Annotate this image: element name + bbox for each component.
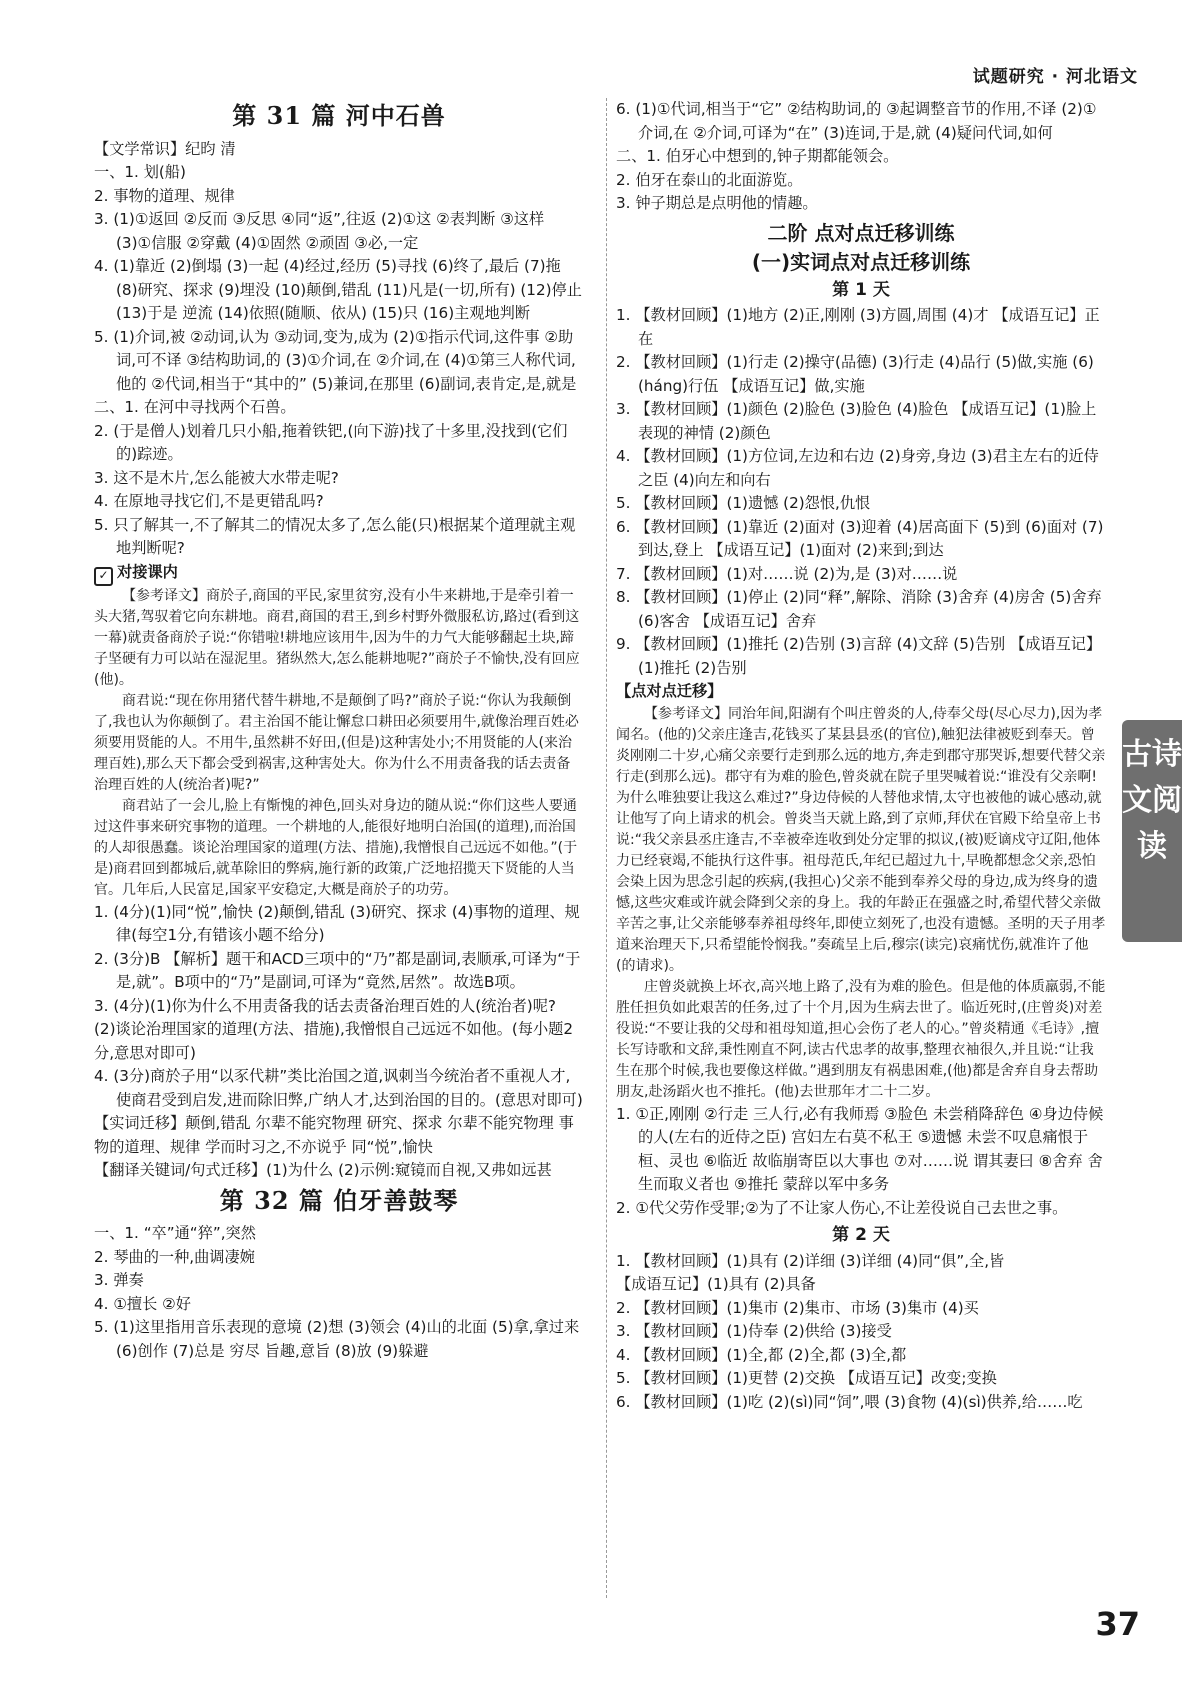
day2-item-5: 5. 【教材回顾】(1)更替 (2)交换 【成语互记】改变;变换 <box>616 1369 997 1387</box>
answer-32-2-3: 3. 钟子期总是点明他的情趣。 <box>616 194 818 212</box>
exercise-answer-1: 1. (4分)(1)同“悦”,愉快 (2)颠倒,错乱 (3)研究、探求 (4)事物的道理、规律(每空1分,有错该小题不给分) <box>94 902 580 944</box>
reference-translation-r2: 庄曾炎就换上坏衣,高兴地上路了,没有为难的脸色。但是他的体质羸弱,不能胜任担负如此艰苦的任务,过了十个月,因为生病去世了。临近死时,(庄曾炎)对差役说:“不要让我的父母和祖母知道,担心会伤了老人的心。”曾炎精通《毛诗》,擅长写诗歌和文辞,秉性刚直不阿,读古代忠孝的故事,整理衣袖很久,并且说:“让我生在那个时候,我也要像这样做。”遇到朋友有祸患困难,(他)都是舍弃自身去帮助朋友,赴汤蹈火也不推托。(他)去世那年才二十二岁。 <box>616 978 1106 1100</box>
answer-32-6: 6. (1)①代词,相当于“它” ②结构助词,的 ③起调整音节的作用,不译 (2)①介词,在 ②介词,可译为“在” (3)连词,于是,就 (4)疑问代词,如何 <box>616 100 1097 142</box>
page-header: 试题研究 · 河北语文 <box>972 67 1138 87</box>
day1-item-5: 5. 【教材回顾】(1)遗憾 (2)怨恨,仇恨 <box>616 494 871 512</box>
literary-knowledge: 【文学常识】纪昀 清 <box>94 139 236 158</box>
day1-item-3: 3. 【教材回顾】(1)颜色 (2)脸色 (3)脸色 (4)脸色 【成语互记】(1)脸上表现的神情 (2)颜色 <box>616 400 1097 442</box>
left-column <box>94 98 584 1363</box>
exercise-answer-2: 2. (3分)B 【解析】题干和ACD三项中的“乃”都是副词,表顺承,可译为“于是,就”。B项中的“乃”是副词,可译为“竟然,居然”。故选B项。 <box>94 949 581 991</box>
answer-2-4: 4. 在原地寻找它们,不是更错乱吗? <box>94 492 324 510</box>
page-number: 37 <box>1095 1605 1140 1643</box>
answer-1-4: 4. (1)靠近 (2)倒塌 (3)一起 (4)经过,经历 (5)寻找 (6)终了,最后 (7)拖 (8)研究、探求 (9)埋没 (10)颠倒,错乱 (11)凡是(一切,所有) (12)停止 (13)于是 逆流 (14)依照(随顺、依从) (15)只 (16)主观地判断 <box>94 257 582 322</box>
exercise-answer-3b: (2)谈论治理国家的道理(方法、措施),我憎恨自己远远不如他。(每小题2分,意思对即可) <box>94 1020 574 1062</box>
exercise-answer-3: 3. (4分)(1)你为什么不用责备我的话去责备治理百姓的人(统治者)呢? <box>94 996 556 1015</box>
side-tab: 古诗文阅读 <box>1122 720 1182 942</box>
day1-item-9: 9. 【教材回顾】(1)推托 (2)告别 (3)言辞 (4)文辞 (5)告别 【成语互记】(1)推托 (2)告别 <box>616 635 1102 677</box>
day1-item-4: 4. 【教材回顾】(1)方位词,左边和右边 (2)身旁,身边 (3)君主左右的近侍之臣 (4)向左和向右 <box>616 447 1099 489</box>
answer-1-5: 5. (1)介词,被 ②动词,认为 ③动词,变为,成为 (2)①指示代词,这件事 ②助词,可不译 ③结构助词,的 (3)①介词,在 ②介词,在 (4)①第三人称代词,他的 ②代词,相当于“其中的” (5)兼词,在那里 (6)副词,表肯定,是,就是 <box>94 327 577 393</box>
word-transfer: 【实词迁移】颠倒,错乱 尔辈不能究物理 研究、探求 尔辈不能究物理 事物的道理、规律 学而时习之,不亦说乎 同“悦”,愉快 <box>94 1114 574 1156</box>
day1-item-1: 1. 【教材回顾】(1)地方 (2)正,刚刚 (3)方圆,周围 (4)才 【成语互记】正在 <box>616 306 1100 348</box>
answer-32-2-1: 二、1. 伯牙心中想到的,钟子期都能领会。 <box>616 147 899 165</box>
day2-item-6: 6. 【教材回顾】(1)吃 (2)(sì)同“饲”,喂 (3)食物 (4)(sì)供养,给……吃 <box>616 1392 1083 1411</box>
in-class-link-label: 对接课内 <box>117 562 178 581</box>
article-31-title: 第 31 篇 河中石兽 <box>232 101 446 130</box>
answer-32-4: 4. ①擅长 ②好 <box>94 1294 191 1313</box>
article-32-title: 第 32 篇 伯牙善鼓琴 <box>219 1185 459 1215</box>
day2-item-1: 1. 【教材回顾】(1)具有 (2)详细 (3)详细 (4)同“俱”,全,皆 <box>616 1251 1005 1270</box>
day-1-heading: 第 1 天 <box>832 279 890 300</box>
day2-item-1b: 【成语互记】(1)具有 (2)具备 <box>616 1275 816 1293</box>
answer-32-3: 3. 弹奏 <box>94 1271 144 1289</box>
in-class-link-heading <box>94 561 584 586</box>
answer-32-5: 5. (1)这里指用音乐表现的意境 (2)想 (3)领会 (4)山的北面 (5)拿,拿过来 (6)创作 (7)总是 穷尽 旨趣,意旨 (8)放 (9)躲避 <box>94 1318 580 1360</box>
day1-item-6: 6. 【教材回顾】(1)靠近 (2)面对 (3)迎着 (4)居高面下 (5)到 (6)面对 (7)到达,登上 【成语互记】(1)面对 (2)来到;到达 <box>616 517 1104 559</box>
answer-32-2: 2. 琴曲的一种,曲调凄婉 <box>94 1247 255 1266</box>
point-transfer-heading: 【点对点迁移】 <box>616 682 723 700</box>
translation-transfer: 【翻译关键词/句式迁移】(1)为什么 (2)示例:窥镜而自视,又弗如远甚 <box>94 1161 552 1179</box>
day1-item-7: 7. 【教材回顾】(1)对……说 (2)为,是 (3)对……说 <box>616 564 958 583</box>
answer-2-1: 二、1. 在河中寻找两个石兽。 <box>94 398 296 416</box>
answer-2-3: 3. 这不是木片,怎么能被大水带走呢? <box>94 468 339 487</box>
right-column <box>616 98 1106 1414</box>
answer-32-1: 一、1. “卒”通“猝”,突然 <box>94 1224 256 1242</box>
reference-translation-1: 【参考译文】商於子,商国的平民,家里贫穷,没有小牛来耕地,于是牵引着一头大猪,驾驭着它向东耕地。商君,商国的君王,到乡村野外微服私访,路过(看到这一幕)就责备商於子说:“你错啦!耕地应该用牛,因为牛的力气大能够翻起土块,蹄子坚硬有力可以站在湿泥里。猪纵然大,怎么能耕地呢?”商於子不愉快,没有回应(他)。 <box>94 587 580 688</box>
answer-1-3: 3. (1)①返回 ②反而 ③反思 ④同“返”,往返 (2)①这 ②表判断 ③这样 (3)①信服 ②穿戴 (4)①固然 ②顽固 ③必,一定 <box>94 210 545 252</box>
answer-1-1: 一、1. 划(船) <box>94 163 186 181</box>
reference-translation-3: 商君站了一会儿,脸上有惭愧的神色,回头对身边的随从说:“你们这些人要通过这件事来研究事物的道理。一个耕地的人,能很好地明白治国(的道理),而治国的人却很愚蠢。谈论治理国家的道理(方法、措施),我憎恨自己远远不如他。”(于是)商君回到都城后,就革除旧的弊病,施行新的政策,广泛地招揽天下贤能的人当官。几年后,人民富足,国家平安稳定,大概是商於子的功劳。 <box>94 797 578 898</box>
answer-2-2: 2. (于是僧人)划着几只小船,拖着铁钯,(向下游)找了十多里,没找到(它们的)踪迹。 <box>94 421 568 463</box>
answer-32-2-2: 2. 伯牙在泰山的北面游览。 <box>616 170 803 189</box>
answer-1-2: 2. 事物的道理、规律 <box>94 186 235 205</box>
answer-2-5: 5. 只了解其一,不了解其二的情况太多了,怎么能(只)根据某个道理就主观地判断呢? <box>94 515 576 557</box>
day1-item-2: 2. 【教材回顾】(1)行走 (2)操守(品德) (3)行走 (4)品行 (5)做,实施 (6)(háng)行伍 【成语互记】做,实施 <box>616 353 1094 395</box>
day2-item-2: 2. 【教材回顾】(1)集市 (2)集市、市场 (3)集市 (4)买 <box>616 1298 979 1317</box>
checkmark-icon: ✓ <box>94 567 113 586</box>
reference-translation-2: 商君说:“现在你用猪代替牛耕地,不是颠倒了吗?”商於子说:“你认为我颠倒了,我也认为你颠倒了。君主治国不能让懈怠口耕田必须要用牛,就像治理百姓必须要用贤能的人。不用牛,虽然耕不好田,(但是)这种害处小;不用贤能的人(来治理百姓),那么天下都会受到祸害,这种害处大。你为什么不用责备我的话去责备治理百姓的人(统治者)呢?” <box>94 692 579 793</box>
day2-item-3: 3. 【教材回顾】(1)侍奉 (2)供给 (3)接受 <box>616 1322 892 1340</box>
day-2-heading: 第 2 天 <box>832 1225 890 1245</box>
transfer-answer-1: 1. ①正,刚刚 ②行走 三人行,必有我师焉 ③脸色 未尝稍降辞色 ④身边侍候的人(左右的近侍之臣) 宫妇左右莫不私王 ⑤遗憾 未尝不叹息痛恨于桓、灵也 ⑥临近 故临崩寄臣以大事也 ⑦对……说 谓其妻曰 ⑧舍弃 舍生而取义者也 ⑨推托 蒙辞以军中多务 <box>616 1104 1104 1193</box>
column-divider <box>606 98 607 1598</box>
exercise-answer-4: 4. (3分)商於子用“以豕代耕”类比治国之道,讽刺当今统治者不重视人才,使商君受到启发,进而除旧弊,广纳人才,达到治国的目的。(意思对即可) <box>94 1067 583 1109</box>
reference-translation-r1: 【参考译文】同治年间,阳湖有个叫庄曾炎的人,侍奉父母(尽心尽力),因为孝闻名。(他的)父亲庄逢吉,花钱买了某县县丞(的官位),触犯法律被贬到奉天。曾炎刚刚二十岁,心痛父亲要行走到那么远的地方,奔走到郡守那哭诉,想要代替父亲行走(到那么远)。郡守有为难的脸色,曾炎就在院子里哭喊着说:“谁没有父亲啊!为什么唯独要让我这么难过?”身边侍候的人替他求情,太守也被他的诚心感动,就让他写了向上请求的机会。曾炎当天就上路,到了京师,拜伏在官殿下给皇帝上书说:“我父亲县丞庄逢吉,不幸被牵连收到处分定罪的拟议,(被)贬谪戍守辽阳,他体力已经衰竭,不能执行这件事。祖母范氏,年纪已超过九十,早晚都想念父亲,恐怕会染上因为思念引起的疾病,(我担心)父亲不能到奉养父母的身边,成为终身的遗憾,这些灾难或许就会降到父亲的身上。我的年龄正在强盛之时,希望代替父亲做辛苦之事,让父亲能够奉养祖母终年,即使立刻死了,也没有遗憾。圣明的天子用孝道来治理天下,只希望能怜悯我。”奏疏呈上后,穆宗(读完)哀痛忧伤,就准许了他(的请求)。 <box>616 705 1106 974</box>
transfer-answer-2: 2. ①代父劳作受罪;②为了不让家人伤心,不让差役说自己去世之事。 <box>616 1198 1068 1217</box>
day1-item-8: 8. 【教材回顾】(1)停止 (2)同“释”,解除、消除 (3)舍弃 (4)房舍 (5)舍弃 (6)客舍 【成语互记】舍弃 <box>616 588 1102 630</box>
subsection-heading: (一)实词点对点迁移训练 <box>751 250 971 274</box>
stage-two-heading: 二阶 点对点迁移训练 <box>767 220 955 245</box>
day2-item-4: 4. 【教材回顾】(1)全,都 (2)全,都 (3)全,都 <box>616 1345 907 1364</box>
